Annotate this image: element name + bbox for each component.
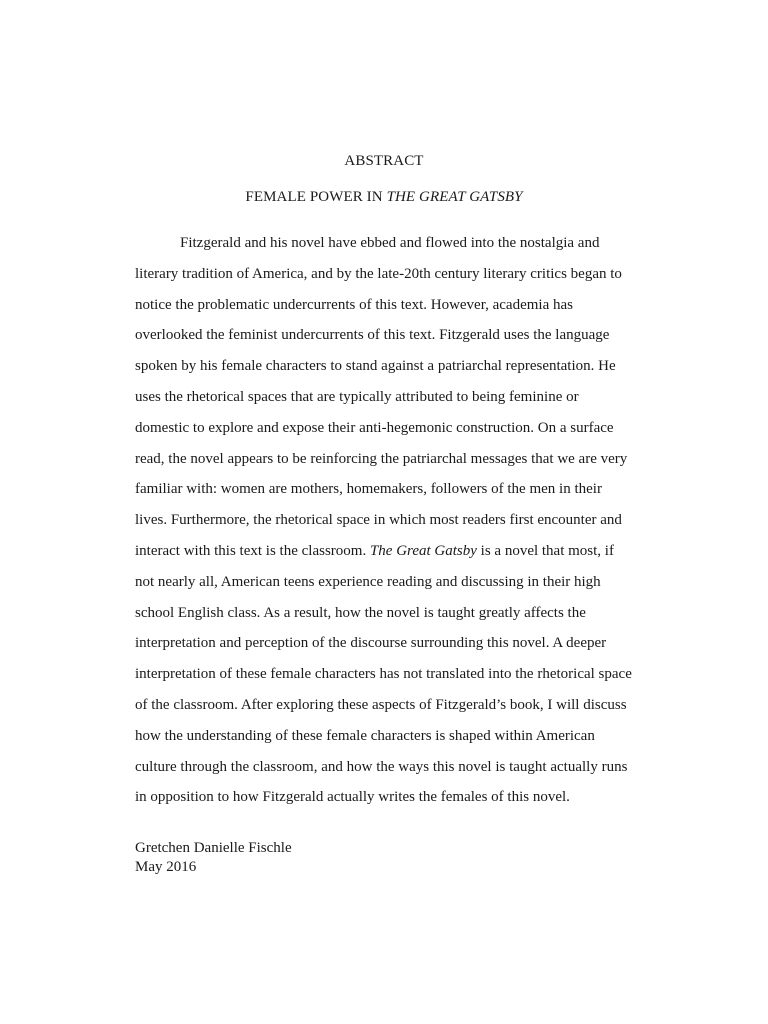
abstract-heading: ABSTRACT bbox=[344, 153, 424, 169]
author-name: Gretchen Danielle Fischle bbox=[135, 840, 292, 856]
body-line: overlooked the feminist undercurrents of this text. Fitzgerald uses the language bbox=[135, 327, 610, 344]
book-title-italic: The Great Gatsby bbox=[369, 542, 477, 559]
document-date: May 2016 bbox=[135, 859, 197, 875]
title-prefix: FEMALE POWER IN bbox=[245, 189, 387, 205]
body-line: in opposition to how Fitzgerald actually writes the females of this novel. bbox=[135, 789, 570, 806]
signature-block bbox=[135, 839, 292, 877]
body-line: notice the problematic undercurrents of this text. However, academia has bbox=[135, 296, 573, 313]
body-line-before: interact with this text is the classroom. bbox=[135, 542, 370, 559]
body-line: lives. Furthermore, the rhetorical space in which most readers first encounter and bbox=[135, 512, 622, 529]
document-title bbox=[0, 188, 768, 206]
body-line: culture through the classroom, and how the ways this novel is taught actually runs bbox=[135, 758, 628, 775]
body-line: of the classroom. After exploring these aspects of Fitzgerald’s book, I will discuss bbox=[135, 696, 627, 713]
body-line: school English class. As a result, how the novel is taught greatly affects the bbox=[135, 604, 586, 621]
body-line bbox=[135, 536, 639, 567]
body-line: not nearly all, American teens experience reading and discussing in their high bbox=[135, 573, 601, 590]
body-line: literary tradition of America, and by the late-20th century literary critics began to bbox=[135, 265, 622, 282]
body-line-after: is a novel that most, if bbox=[476, 542, 614, 559]
body-line: interpretation and perception of the discourse surrounding this novel. A deeper bbox=[135, 635, 607, 652]
body-line: Fitzgerald and his novel have ebbed and flowed into the nostalgia and bbox=[180, 235, 600, 251]
body-line: spoken by his female characters to stand against a patriarchal representation. He bbox=[135, 358, 616, 375]
body-line: uses the rhetorical spaces that are typically attributed to being feminine or bbox=[135, 388, 579, 405]
body-line: read, the novel appears to be reinforcing the patriarchal messages that we are very bbox=[135, 450, 628, 467]
body-line: familiar with: women are mothers, homemakers, followers of the men in their bbox=[135, 481, 602, 498]
body-line: domestic to explore and expose their anti-hegemonic construction. On a surface bbox=[135, 419, 614, 436]
abstract-body bbox=[135, 228, 639, 813]
body-line: interpretation of these female characters has not translated into the rhetorical space bbox=[135, 666, 632, 683]
body-line: how the understanding of these female characters is shaped within American bbox=[135, 727, 595, 744]
title-italic: THE GREAT GATSBY bbox=[386, 189, 523, 205]
